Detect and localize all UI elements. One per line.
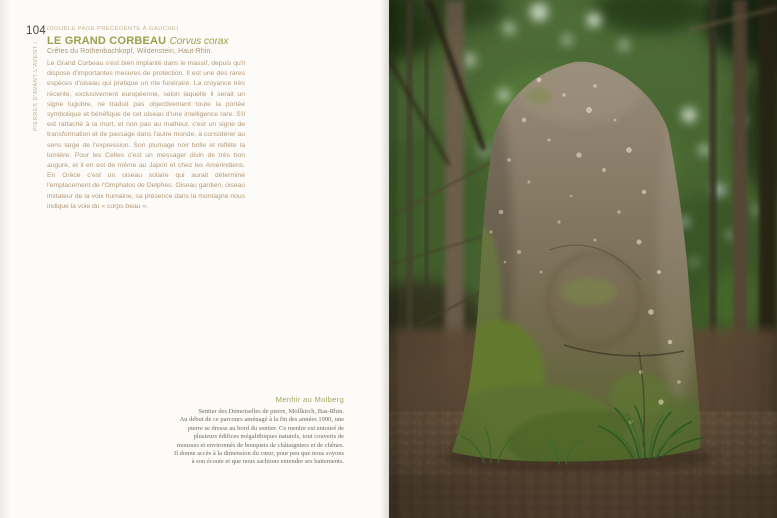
location-line: Crêtes du Rothenbachkopf, Wildenstein, Haut-Rhin. [47, 48, 213, 55]
kicker-note: (DOUBLE PAGE PRÉCÉDENTE À GAUCHE) [47, 26, 179, 32]
photo-vignette [389, 0, 777, 518]
caption-body: Au début de ce parcours aménagé à la fin des années 1990, une pierre se dresse au bord du sentier. Ce menhir est entouré de plusieurs édifices mégalithiques naturels, tout couverts de mousses et environnés de bouquets de châtaigniers et de chênes. Il donne accès à la dimension du cœur, pour peu que nous soyons à son écoute et que nous sachions entendre ses battements. [174, 416, 344, 466]
species-latin-name: Corvus corax [169, 36, 229, 47]
caption-heading: Menhir au Molberg [275, 395, 344, 404]
article-title [47, 35, 228, 47]
article-body: Le Grand Corbeau s'est bien implanté dans le massif, depuis qu'il dispose d'importantes mesures de protection. Il est une des rares espèces d'oiseau qui pratique un rite funéraire. La croyance très récente, exclusivement européenne, selon laquelle il serait un signe lugubre, ne traduit pas objectivement toute la portée symbolique et bénéfique de cet oiseau d'une intelligence rare. S'il est rattaché à la mort, et non pas au malheur, c'est un signe de transformation et de passage dans l'autre monde, à considérer au sens large de l'expression. Son plumage noir brille et reflète la lumière. Pour les Celtes c'est un messager divin de très bon augure, et il en est de même au Japon et chez les Amérindiens. En Grèce c'est un oiseau solaire qui aurait déterminé l'emplacement de l'Omphalos de Delphes. Oiseau gardien, oiseau imitateur de la voix humaine, sa présence dans la montagne nous indique la voie du « corps beau ». [47, 60, 245, 210]
caption-location: Sentier des Demoiselles de pierre, Mollkirch, Bas-Rhin. [198, 408, 344, 415]
page-number: 104 [26, 25, 47, 37]
chapter-spine-label: PIERRES D'AVANT L'AVENT / [33, 41, 39, 131]
menhir-photo [389, 0, 777, 518]
photo-caption [174, 395, 344, 467]
gutter-shadow [389, 0, 397, 518]
right-page [389, 0, 777, 518]
species-common-name: LE GRAND CORBEAU [47, 35, 170, 47]
